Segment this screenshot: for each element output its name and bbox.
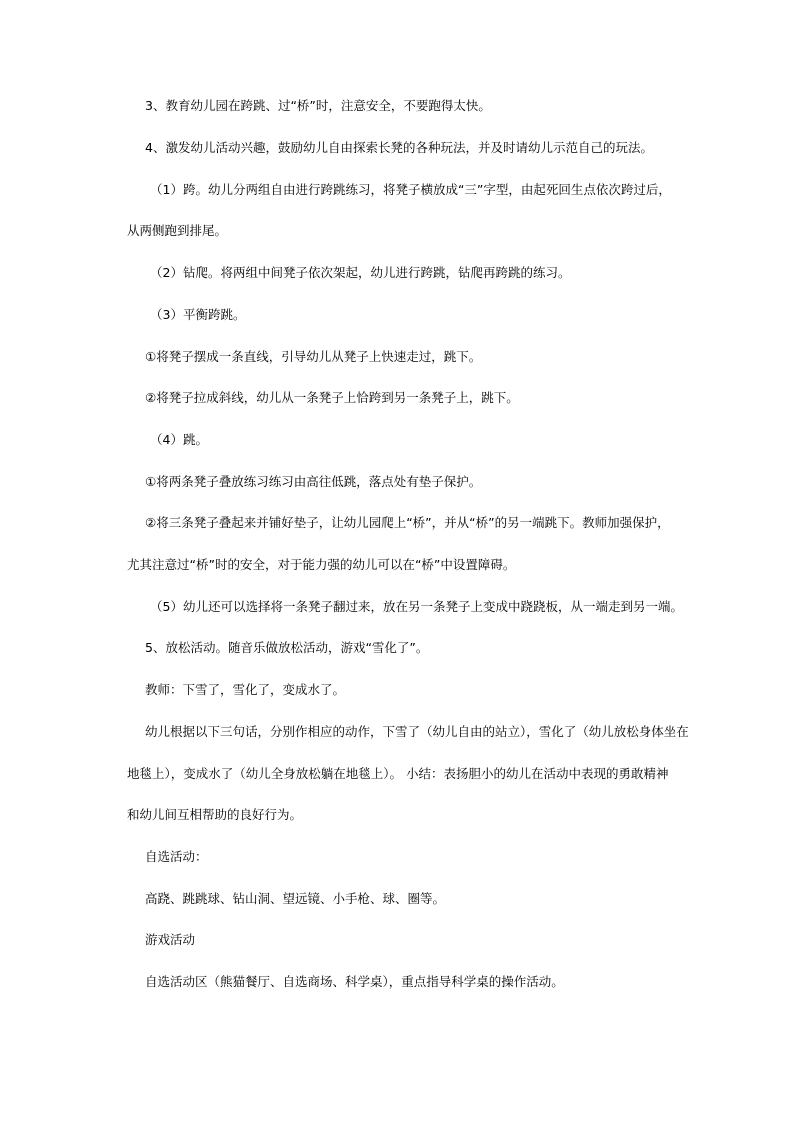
paragraph-free-activity-list: 高跷、跳跳球、钻山洞、望远镜、小手枪、球、圈等。 [145, 891, 446, 906]
paragraph-step-4-item-2-line-2: 尤其注意过“桥”时的安全，对于能力强的幼儿可以在“桥”中设置障碍。 [127, 557, 516, 572]
paragraph-step-1-line-2: 从两侧跑到排尾。 [127, 223, 228, 238]
paragraph-children-actions-line-3: 和幼儿间互相帮助的良好行为。 [127, 807, 303, 822]
paragraph-free-activity-area: 自选活动区（熊猫餐厅、自选商场、科学桌），重点指导科学桌的操作活动。 [145, 974, 564, 989]
paragraph-relax-activity: 5、放松活动。随音乐做放松活动，游戏“雪化了”。 [145, 640, 429, 655]
paragraph-step-3-item-2: ②将凳子拉成斜线，幼儿从一条凳子上恰跨到另一条凳子上，跳下。 [145, 390, 519, 405]
paragraph-encourage-interest: 4、激发幼儿活动兴趣，鼓励幼儿自由探索长凳的各种玩法，并及时请幼儿示范自己的玩法。 [145, 140, 653, 155]
paragraph-step-3: （3）平衡跨跳。 [150, 307, 246, 322]
paragraph-teacher-line: 教师：下雪了，雪化了，变成水了。 [145, 682, 346, 697]
heading-free-activity: 自选活动： [145, 849, 208, 864]
paragraph-step-5: （5）幼儿还可以选择将一条凳子翻过来，放在另一条凳子上变成中跷跷板，从一端走到另一端。 [150, 599, 683, 614]
paragraph-children-actions-line-1: 幼儿根据以下三句话，分别作相应的动作，下雪了（幼儿自由的站立），雪化了（幼儿放松身体坐在 [145, 724, 689, 739]
paragraph-step-4: （4）跳。 [150, 432, 208, 447]
paragraph-step-4-item-1: ①将两条凳子叠放练习练习由高往低跳，落点处有垫子保护。 [145, 474, 482, 489]
heading-game-activity: 游戏活动 [145, 932, 196, 947]
paragraph-step-1-line-1: （1）跨。幼儿分两组自由进行跨跳练习，将凳子横放成“三”字型，由起死回生点依次跨过后， [150, 182, 671, 197]
paragraph-step-3-item-1: ①将凳子摆成一条直线，引导幼儿从凳子上快速走过，跳下。 [145, 349, 482, 364]
paragraph-step-2: （2）钻爬。将两组中间凳子依次架起，幼儿进行跨跳，钻爬再跨跳的练习。 [150, 265, 571, 280]
paragraph-step-4-item-2-line-1: ②将三条凳子叠起来并铺好垫子，让幼儿园爬上“桥”，并从“桥”的另一端跳下。教师加强保护， [145, 515, 670, 530]
paragraph-safety-note: 3、教育幼儿园在跨跳、过“桥”时，注意安全，不要跑得太快。 [145, 98, 491, 113]
paragraph-children-actions-line-2: 地毯上），变成水了（幼儿全身放松躺在地毯上）。 小结：表扬胆小的幼儿在活动中表现的勇敢精神 [127, 766, 669, 781]
